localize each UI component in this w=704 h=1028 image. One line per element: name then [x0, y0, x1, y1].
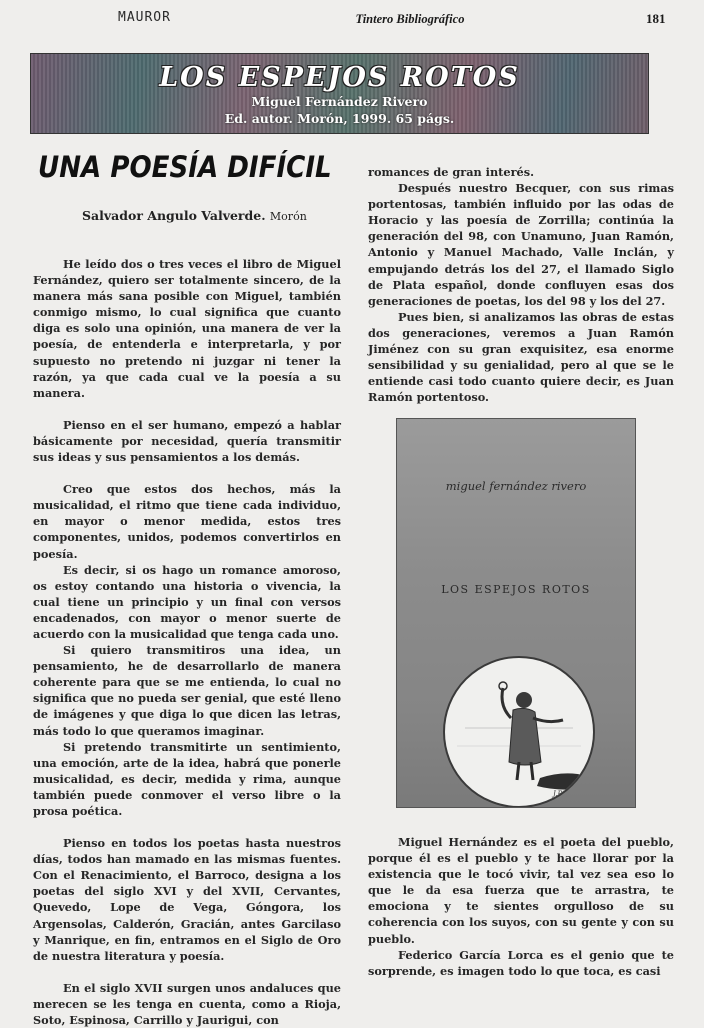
paragraph: Después nuestro Becquer, con sus rimas portentosas, también influido por las odas de Horacio y las poesía de Zorrilla; continúa la generación del 98, con Unamuno, Juan Ramón, Antonio y Manuel Machado, Valle Inclán, y empujando detrás los del 27, el llamado Siglo de Plata español, donde confluyen esas dos generaciones de poetas, los del 98 y los del 27.	[368, 181, 674, 308]
book-cover-image	[396, 418, 636, 808]
book-edition: Ed. autor. Morón, 1999. 65 págs.	[224, 111, 455, 126]
paragraph: Si pretendo transmitirte un sentimiento, una emoción, arte de la idea, habrá que ponerle musicalidad, es decir, medida y rima, aunque también puede conmover el verso libre o la prosa poética.	[33, 739, 341, 818]
article-author	[82, 208, 307, 223]
paragraph: Si quiero transmitiros una idea, un pensamiento, he de desarrollarlo de manera coherente para que se me entienda, lo cual no significa que no pueda ser genial, que esté lleno de imágenes y que diga lo que dicen las letras, más todo lo que queramos imaginar.	[33, 643, 341, 738]
book-title: LOS ESPEJOS ROTOS	[159, 62, 520, 93]
right-column-top	[368, 164, 674, 405]
book-banner	[30, 53, 649, 134]
paragraph: He leído dos o tres veces el libro de Miguel Fernández, quiero ser totalmente sincero, de la manera más sana posible con Miguel, también conmigo mismo, lo cual significa que cuanto diga es solo una opinión, una manera de ver la poesía, de entenderla e interpretarla, y por supuesto no pretendo ni juzgar ni tener la razón, ya que cada cual ve la poesía a su manera.	[33, 257, 341, 400]
child-figure-illustration	[445, 658, 593, 806]
paragraph: romances de gran interés.	[368, 165, 535, 179]
book-author: Miguel Fernández Rivero	[251, 94, 428, 109]
paragraph: En el siglo XVII surgen unos andaluces que merecen se les tenga en cuenta, como a Rioja, Soto, Espinosa, Carrillo y Jaurigui, con	[33, 980, 341, 1028]
paragraph: Federico García Lorca es el genio que te sorprende, es imagen todo lo que toca, es casi	[368, 947, 674, 978]
cover-title: LOS ESPEJOS ROTOS	[441, 583, 591, 596]
left-column	[33, 256, 341, 1028]
paragraph: Pues bien, si analizamos las obras de estas dos generaciones, veremos a Juan Ramón Jiménez con su gran exquisitez, esa enorme sensibilidad y su genialidad, pero al que se le entiende casi todo cuanto quiere decir, es Juan Ramón portentoso.	[368, 309, 674, 405]
paragraph: Creo que estos dos hechos, más la musicalidad, el ritmo que tiene cada individuo, en mayor o menor medida, estos tres componentes, unidos, podemos convertirlos en poesía.	[33, 482, 341, 561]
author-city: Morón	[269, 210, 307, 223]
paragraph: Es decir, si os hago un romance amoroso, os estoy contando una historia o vivencia, la cual tiene un principio y un final con versos encadenados, con mayor o menor suerte de acuerdo con la musicalidad que tenga cada uno.	[33, 562, 341, 641]
cover-signature: J.Pinero	[553, 790, 581, 798]
page-number: 181	[646, 11, 666, 26]
running-header: Tintero Bibliográfico	[355, 12, 465, 26]
cover-author: miguel fernández rivero	[445, 479, 587, 493]
paragraph: Miguel Hernández es el poeta del pueblo, porque él es el pueblo y te hace llorar por la existencia que le tocó vivir, tal vez sea eso lo que le da esa fuerza que te arrastra, te emociona y te sientes orgulloso de su coherencia con los suyos, con su gente y con su pueblo.	[368, 835, 674, 946]
cover-illustration	[443, 656, 595, 808]
article-heading: UNA POESÍA DIFÍCIL	[38, 150, 332, 184]
author-name: Salvador Angulo Valverde.	[82, 208, 266, 223]
page-header-stamp: MAUROR	[118, 10, 171, 25]
paragraph: Pienso en todos los poetas hasta nuestros días, todos han mamado en las mismas fuentes. Con el Renacimiento, el Barroco, designa a los poetas del siglo XVI y del XVII, Cervantes, Quevedo, Lope de Vega, Góngora, los Argensolas, Calderón, Gracián, antes Garcilaso y Manrique, en fin, entramos en el Siglo de Oro de nuestra literatura y poesía.	[33, 836, 341, 963]
right-column-bottom	[368, 834, 674, 979]
paragraph: Pienso en el ser humano, empezó a hablar básicamente por necesidad, quería transmitir sus ideas y sus pensamientos a los demás.	[33, 417, 341, 465]
